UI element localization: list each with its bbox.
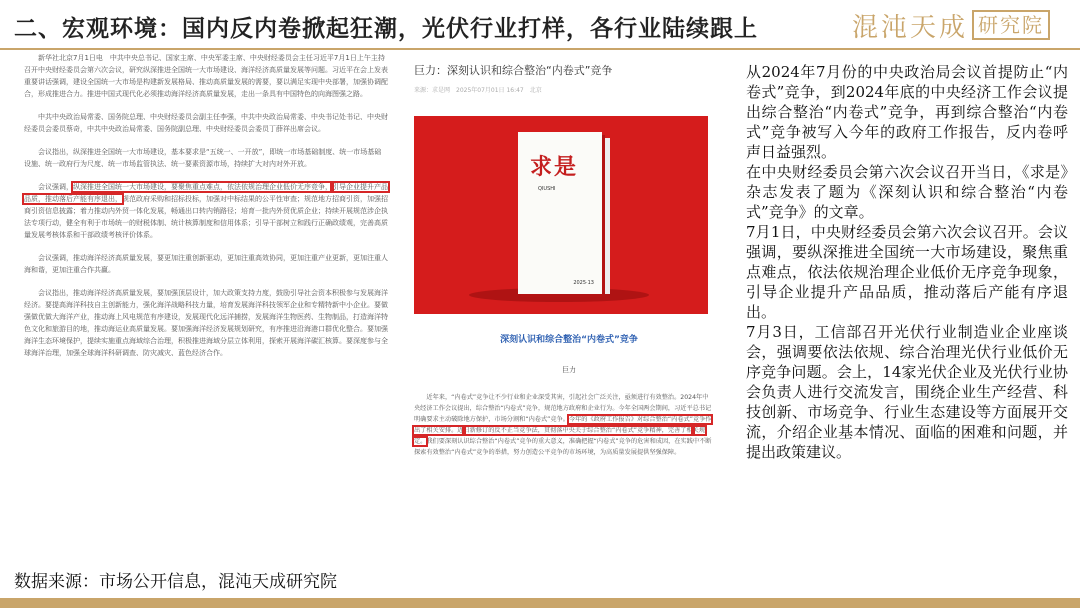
- article-paragraph: 会议指出，推动海洋经济高质量发展，要加强顶层设计，加大政策支持力度，鼓励引导社会资本积极参与发展海洋经济。要提高海洋科技自主创新能力，强化海洋战略科技力量，培育发展海洋科技领军企业和专精特新中小企业。要做强做优做大海洋产业，推动海上风电规范有序建设，发展现代化远洋捕捞，发展海洋生物医药、生物制品，打造海洋特色文化和旅游目的地，推动海运业高质量发展。要加强海洋经济发展规划研究，有序推进沿海港口群优化整合。要加强海洋生态环境保护，提续实施重点海域综合治理，积极推进海域分层立体利用，探索开展海洋碳汇核算。要深度参与全球海洋治理，加强全球海洋科研调查、防灾减灾、蓝色经济合作。: [24, 289, 388, 357]
- logo-box-text: 研究院: [972, 10, 1050, 40]
- page-title: 二、宏观环境：国内反内卷掀起狂潮，光伏行业打样，各行业陆续跟上: [14, 15, 758, 42]
- qiushi-article-screenshot: [404, 52, 734, 552]
- article-headline: 深刻认识和综合整治“内卷式”竞争: [500, 335, 638, 345]
- article-body: [414, 392, 714, 458]
- brand-logo: [852, 8, 1050, 42]
- commentary-paragraph: 从2024年7月份的中央政治局会议首提防止“内卷式”竞争，到2024年底的中央经济工作会议提出综合整治“内卷式”竞争，再到综合整治“内卷式”竞争被写入今年的政府工作报告，反内卷呼声日益强烈。: [746, 63, 1068, 161]
- body-text: 近年来，“内卷式”竞争让不少行业和企业深受其害，引起社会广泛关注，亟须进行有效整治。2024年中央经济工作会议提出，综合整治“内卷式”竞争，规范地方政府和企业行为。今年全国两会期间，习近平总书记明确要求主动破除地方保护，市场分割和“内卷式”竞争。: [414, 394, 712, 423]
- article-paragraph: 新华社北京7月1日电 中共中央总书记、国家主席、中央军委主席、中央财经委员会主任习近平7月1日上午主持召开中央财经委员会第六次会议，研究纵深推进全国统一大市场建设、海洋经济高质量发展等问题。习近平在会上发表重要讲话强调，建设全国统一大市场是构建新发展格局、推动高质量发展的需要，要以满足实现中央部署，加强协调配合，形成推进合力。推进中国式现代化必须推动海洋经济高质量发展，走出一条具有中国特色的向海图强之路。: [24, 54, 388, 98]
- data-source-note: 数据来源：市场公开信息，混沌天成研究院: [14, 572, 337, 592]
- logo-text: 混沌天成: [851, 12, 968, 43]
- paragraph-lead: 会议强调，: [38, 183, 73, 191]
- body-text: 我们要深刻认识综合整治“内卷式”竞争的重大意义，准确把握“内卷式”竞争的危害和成因，在实践中不断探索有效整治“内卷式”竞争的举措，努力创造公平竞争的市场环境，为高质量发展提供坚强保障。: [414, 438, 712, 456]
- article-paragraph-highlighted: [16, 181, 396, 241]
- news-article-screenshot: [16, 52, 396, 552]
- highlight-box: 日新修订的反不正当竞争法，贯彻落中央关于综合整治“内卷式”竞争精神，完善了相: [463, 427, 693, 434]
- highlight-box: 引导企业提升产品品质，推动落后产能有序退出，: [24, 183, 388, 203]
- commentary-text: [746, 62, 1068, 462]
- article-title: 巨力：深刻认识和综合整治“内卷式”竞争: [414, 64, 613, 77]
- magazine-issue: 2025·13: [573, 280, 594, 286]
- paragraph-rest: 规范政府采购和招标投标，加强对中标结果的公平性审查；规范地方招商引资，加强招商引资信息披露；着力推动内外贸一体化发展，畅通出口转内销路径；培育一批内外贸优质企业；持续开展规范涉企执法专项行动，健全有利于市场统一的财税体制、统计核算制度和信用体系；引导干部树立和践行正确政绩观，完善高质量发展考核体系和干部政绩考核评价体系。: [24, 195, 388, 239]
- highlight-box: 今年的《政府工作报告》对综合整治“内卷式”竞争作出了相关安排。近: [414, 416, 712, 434]
- article-paragraph: 会议强调，推动海洋经济高质量发展，要更加注重创新驱动，更加注重高效协同，更加注重产业更新，更加注重人海和谐，更加注重合作共赢。: [24, 254, 388, 274]
- article-paragraph: 会议指出，纵深推进全国统一大市场建设，基本要求是“五统一、一开放”，即统一市场基础制度、统一市场基础设施、统一政府行为尺度、统一市场监管执法、统一要素资源市场，持续扩大对内对外开放。: [24, 148, 382, 168]
- footer-bar: [0, 598, 1080, 608]
- highlight-box: 纵深推进全国统一大市场建设，要聚焦重点难点，依法依规治理企业低价无序竞争，: [73, 183, 332, 191]
- magazine-cover-image: [414, 116, 708, 314]
- article-author: 巨力: [562, 366, 576, 374]
- commentary-paragraph: 7月1日，中央财经委员会第六次会议召开。会议强调，要纵深推进全国统一大市场建设，聚焦重点难点，依法依规治理企业低价无序竞争现象，引导企业提升产品品质，推动落后产能有序退出。: [746, 223, 1068, 321]
- article-meta: 来源：求是网 2025年07月01日 16:47 北京: [414, 87, 542, 94]
- article-paragraph: 中共中央政治局常委、国务院总理、中央财经委员会副主任李强，中共中央政治局常委、中央书记处书记、中央财经委员会委员蔡奇，中共中央政治局常委、国务院副总理、中央财经委员会委员丁薛祥出席会议。: [24, 113, 388, 133]
- header-divider: [0, 48, 1080, 50]
- commentary-paragraph: 7月3日，工信部召开光伏行业制造业企业座谈会，强调要依法依规、综合治理光伏行业低价无序竞争问题。会上，14家光伏企业及光伏行业协会负责人进行交流发言，围绕企业生产经营、科技创新、市场竞争、行业生态建设等方面展开交流，介绍企业基本情况、面临的困难和问题，并提出政策建议。: [746, 323, 1068, 461]
- magazine-logo: 求是: [530, 154, 579, 180]
- magazine: [518, 132, 602, 294]
- article-body-paragraph: [414, 392, 714, 458]
- magazine-subtitle: QIUSHI: [538, 186, 556, 192]
- commentary-paragraph: 在中央财经委员会第六次会议召开当日，《求是》杂志发表了题为《深刻认识和综合整治“内卷式”竞争》的文章。: [746, 163, 1068, 221]
- highlight-box: 关规定。: [414, 427, 706, 445]
